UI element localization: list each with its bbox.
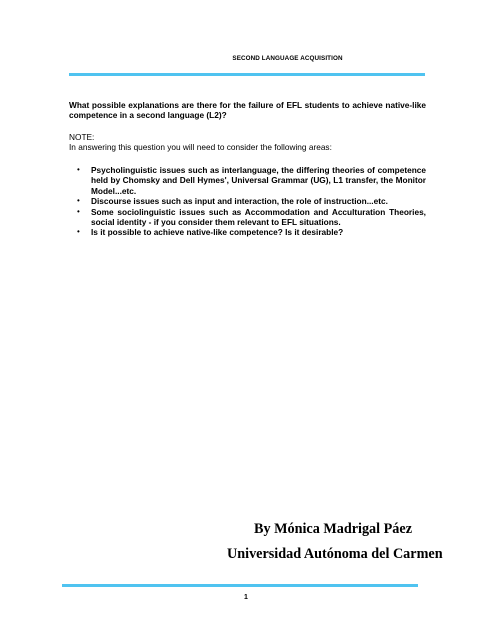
list-item-text: Psycholinguistic issues such as interlanguage, the differing theories of competence held by Chomsky and Dell Hymes', Universal Grammar (UG), L1 transfer, the Monitor Model...etc. [91, 165, 426, 196]
list-item-text: Is it possible to achieve native-like competence? Is it desirable? [91, 227, 344, 238]
list-item-text: Some sociolinguistic issues such as Accommodation and Acculturation Theories, social identity - if you consider them relevant to EFL situations. [91, 206, 426, 228]
bullet-icon: • [77, 165, 80, 174]
list-item [69, 165, 426, 196]
list-item [69, 196, 426, 206]
footer-rule [62, 584, 418, 587]
page-number: 1 [244, 594, 248, 601]
note-text: In answering this question you will need to consider the following areas: [69, 142, 332, 152]
header-rule [69, 73, 425, 76]
page-header-title: SECOND LANGUAGE ACQUISITION [232, 55, 343, 62]
bullet-icon: • [77, 227, 80, 237]
note-label: NOTE: [69, 132, 95, 142]
author-name: By Mónica Madrigal Páez [253, 521, 412, 537]
bullet-icon: • [77, 196, 80, 206]
list-item-text: Discourse issues such as input and interaction, the role of instruction...etc. [91, 196, 388, 207]
bullet-list [69, 165, 426, 238]
bullet-icon: • [77, 206, 80, 216]
list-item [69, 207, 426, 228]
question-text: What possible explanations are there for the failure of EFL students to achieve native-like competence in a second language (L2)? [69, 100, 426, 121]
list-item [69, 227, 426, 237]
university-name: Universidad Autónoma del Carmen [227, 546, 443, 562]
